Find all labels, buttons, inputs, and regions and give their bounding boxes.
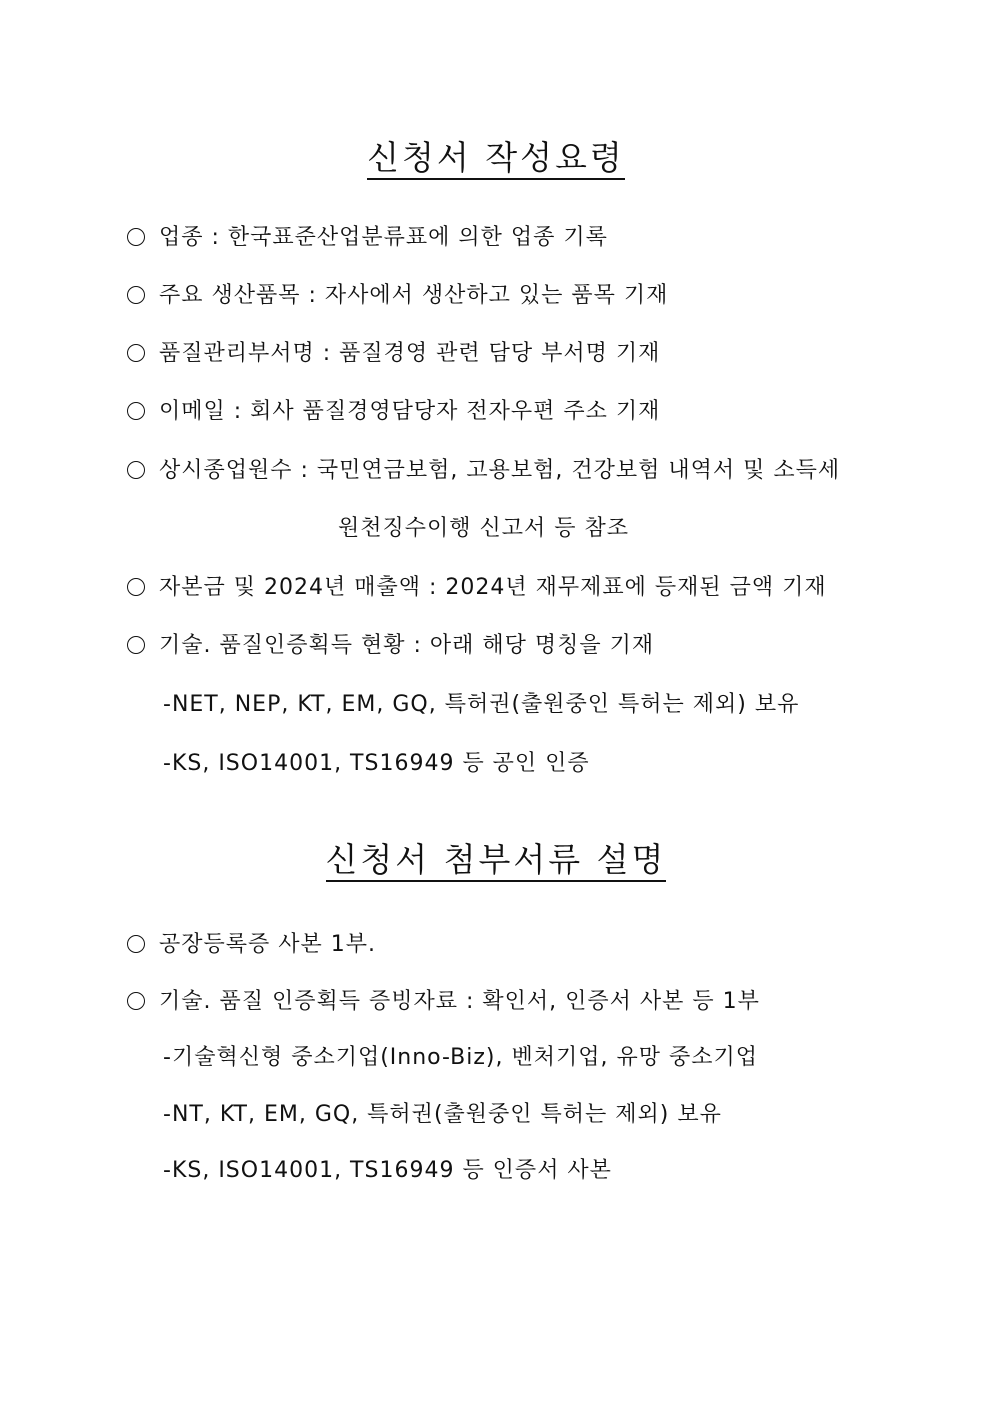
sub-item-certification-2: [163, 749, 590, 779]
list-item-products: [127, 281, 668, 311]
sub-item-text: -기술혁신형 중소기업(Inno-Biz), 벤처기업, 유망 중소기업: [163, 1045, 759, 1070]
list-item-quality-dept: [127, 339, 660, 369]
section-title-guidelines-text: 신청서 작성요령: [367, 138, 625, 180]
circle-bullet-icon: [127, 578, 145, 596]
list-item-text: 주요 생산품목 : 자사에서 생산하고 있는 품목 기재: [159, 283, 669, 308]
list-item-employees: [127, 456, 840, 486]
circle-bullet-icon: [127, 344, 145, 362]
sub-item-text: -NET, NEP, KT, EM, GQ, 특허권(출원중인 특허는 제외) 보유: [163, 692, 800, 717]
section-title-attachments-text: 신청서 첨부서류 설명: [326, 840, 667, 882]
sub-item-text: -KS, ISO14001, TS16949 등 공인 인증: [163, 751, 590, 776]
list-item-employees-continued: [338, 514, 629, 544]
section-title-guidelines: [0, 138, 992, 178]
sub-item-proof-3: [163, 1156, 612, 1186]
list-item-text: 원천징수이행 신고서 등 참조: [338, 516, 630, 541]
circle-bullet-icon: [127, 992, 145, 1010]
circle-bullet-icon: [127, 636, 145, 654]
list-item-capital: [127, 573, 827, 603]
list-item-industry: [127, 223, 608, 253]
list-item-text: 이메일 : 회사 품질경영담당자 전자우편 주소 기재: [159, 399, 661, 424]
sub-item-proof-1: [163, 1043, 758, 1073]
list-item-factory-registration: [127, 930, 376, 960]
circle-bullet-icon: [127, 461, 145, 479]
circle-bullet-icon: [127, 286, 145, 304]
sub-item-certification-1: [163, 690, 799, 720]
list-item-certification: [127, 631, 654, 661]
sub-item-text: -KS, ISO14001, TS16949 등 인증서 사본: [163, 1158, 612, 1183]
list-item-text: 품질관리부서명 : 품질경영 관련 담당 부서명 기재: [159, 341, 661, 366]
list-item-certification-proof: [127, 987, 760, 1017]
list-item-text: 자본금 및 2024년 매출액 : 2024년 재무제표에 등재된 금액 기재: [159, 575, 827, 600]
circle-bullet-icon: [127, 935, 145, 953]
list-item-text: 업종 : 한국표준산업분류표에 의한 업종 기록: [159, 225, 608, 250]
list-item-text: 상시종업원수 : 국민연금보험, 고용보험, 건강보험 내역서 및 소득세: [159, 458, 841, 483]
section-title-attachments: [0, 840, 992, 880]
list-item-email: [127, 397, 660, 427]
list-item-text: 기술. 품질 인증획득 증빙자료 : 확인서, 인증서 사본 등 1부: [159, 989, 760, 1014]
list-item-text: 기술. 품질인증획득 현황 : 아래 해당 명칭을 기재: [159, 633, 655, 658]
list-item-text: 공장등록증 사본 1부.: [159, 932, 376, 957]
circle-bullet-icon: [127, 228, 145, 246]
circle-bullet-icon: [127, 402, 145, 420]
sub-item-proof-2: [163, 1100, 722, 1130]
sub-item-text: -NT, KT, EM, GQ, 특허권(출원중인 특허는 제외) 보유: [163, 1102, 722, 1127]
